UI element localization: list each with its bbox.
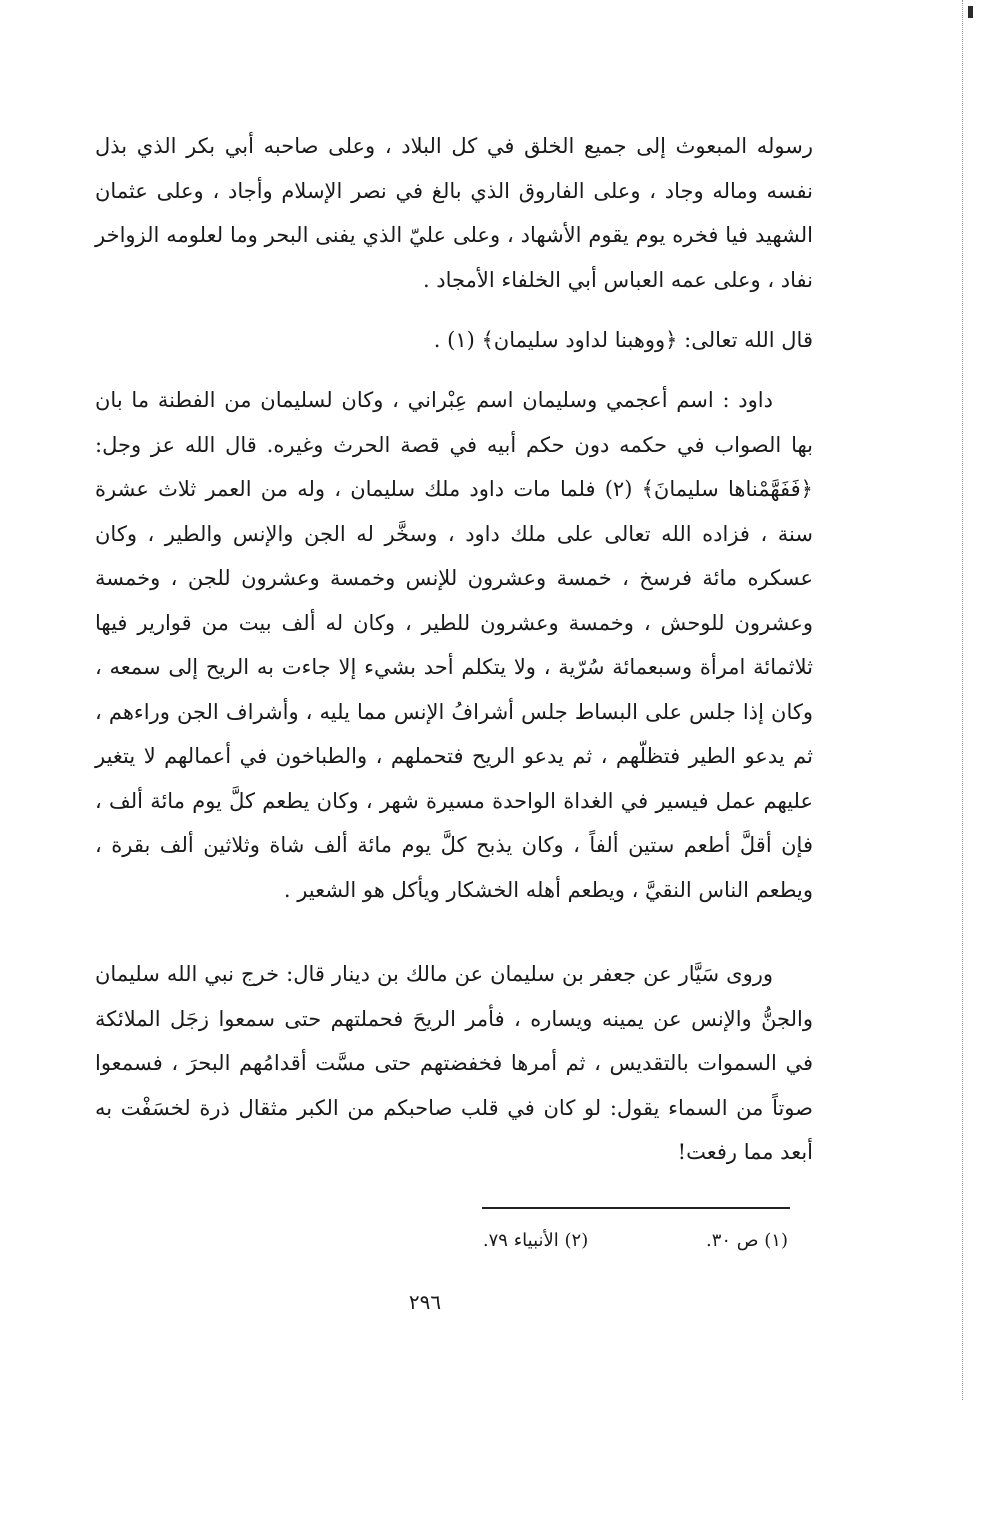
paragraph-text: رسوله المبعوث إلى جميع الخلق في كل البلاد ، وعلى صاحبه أبي بكر الذي بذل نفسه وماله وجاد ، وعلى الفاروق الذي بالغ في نصر الإسلام وأجاد ، وعلى عثمان الشهيد فيا فخره يوم يقوم الأشهاد ، وعلى عليّ الذي يفنى البحر وما لعلومه الزواخر نفاد ، وعلى عمه العباس أبي الخلفاء الأمجاد . (95, 134, 813, 292)
page-number: ٢٩٦ (408, 1290, 442, 1314)
paragraph-text: داود : اسم أعجمي وسليمان اسم عِبْراني ، وكان لسليمان من الفطنة ما بان بها الصواب في حكمه دون حكم أبيه في قصة الحرث وغيره. قال الله عز وجل: ﴿فَفَهَّمْناها سليمانَ﴾ (٢) فلما مات داود ملك سليمان ، وله من العمر ثلاث عشرة سنة ، فزاده الله تعالى على ملك داود ، وسخَّر له الجن والإنس والطير ، وكان عسكره مائة فرسخ ، خمسة وعشرون للإنس وخمسة وعشرون للجن ، وخمسة وعشرون للوحش ، وخمسة وعشرون للطير ، وكان له ألف بيت من قوارير فيها ثلاثمائة امرأة وسبعمائة سُرّية ، ولا يتكلم أحد بشيء إلا جاءت به الريح إلى سمعه ، وكان إذا جلس على البساط جلس أشرافُ الإنس مما يليه ، وأشراف الجن وراءهم ، ثم يدعو الطير فتظلّهم ، ثم يدعو الريح فتحملهم ، والطباخون في أعمالهم لا يتغير عليهم عمل فيسير في الغداة الواحدة مسيرة شهر ، وكان يطعم كلَّ يوم مائة ألف ، فإن أقلَّ أطعم ستين ألفاً ، وكان يذبح كلَّ يوم مائة ألف شاة وثلاثين ألف بقرة ، ويطعم الناس النقيَّ ، ويطعم أهله الخشكار ويأكل هو الشعير . (95, 388, 813, 902)
narration-paragraph (95, 952, 813, 1175)
dawud-sulayman-paragraph (95, 378, 813, 912)
quran-verse-line (95, 318, 875, 363)
scan-edge-line (962, 0, 963, 1400)
footnote-1: (١) ص ٣٠. (705, 1230, 788, 1251)
footnote-2: (٢) الأنبياء ٧٩. (482, 1230, 589, 1251)
footnote-divider (482, 1207, 790, 1209)
verse-text: قال الله تعالى: ﴿ووهبنا لداود سليمان﴾ (١) . (433, 328, 813, 352)
footnotes (483, 1226, 788, 1256)
scan-corner-mark (968, 6, 973, 18)
paragraph-text: وروى سَيَّار عن جعفر بن سليمان عن مالك بن دينار قال: خرج نبي الله سليمان والجنُّ والإنس عن يمينه ويساره ، فأمر الريحَ فحملتهم حتى سمعوا زجَل الملائكة في السموات بالتقديس ، ثم أمرها فخفضتهم حتى مسَّت أقدامُهم البحرَ ، فسمعوا صوتاً من السماء يقول: لو كان في قلب صاحبكم من الكبر مثقال ذرة لخسَفْت به أبعد مما رفعت! (95, 962, 813, 1164)
opening-paragraph (95, 124, 813, 302)
